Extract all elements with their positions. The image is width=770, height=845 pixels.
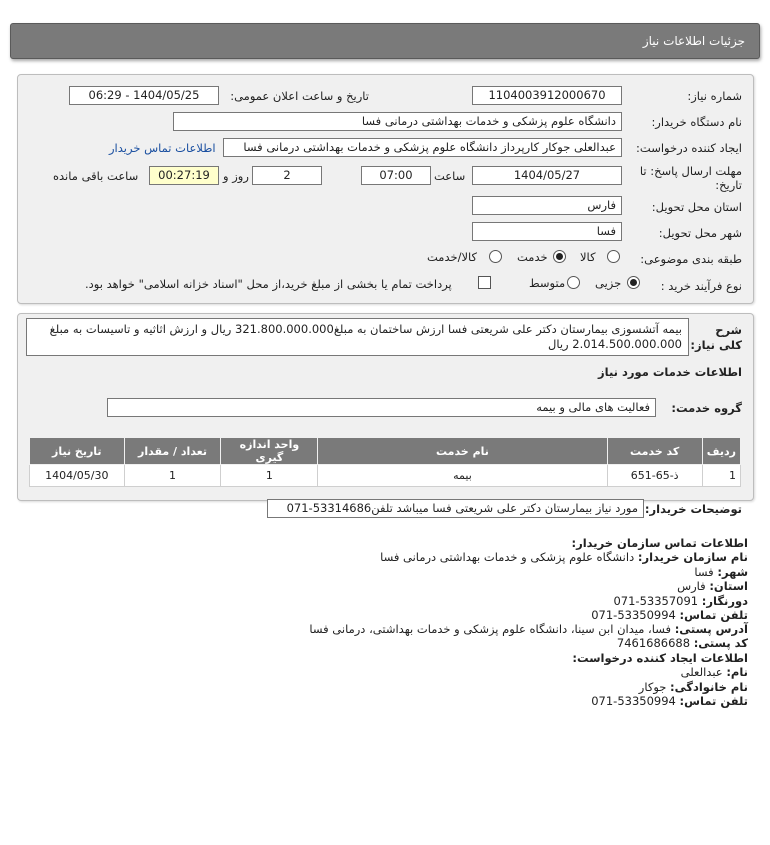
contact-fax: دورنگار: 53357091-071 [613,594,748,608]
buyer-contact-link[interactable]: اطلاعات تماس خریدار [109,141,216,155]
buyer-org-field: دانشگاه علوم پزشکی و خدمات بهداشتی درمانی فسا [173,112,622,131]
treasury-payment-checkbox[interactable] [478,276,491,289]
contact-province: استان: فارس [677,579,748,593]
category-option-goods: کالا [580,250,596,264]
need-number-label: شماره نیاز: [687,89,742,103]
deadline-label-line1: مهلت ارسال پاسخ: تا [639,164,742,178]
col-row: ردیف [702,438,740,465]
table-row [30,465,741,487]
announce-label: تاریخ و ساعت اعلان عمومی: [230,89,369,103]
buyer-notes-label: توضیحات خریدار: [644,502,742,516]
province-field: فارس [472,196,622,215]
creator-field: عبدالعلی جوکار کارپرداز دانشگاه علوم پزشکی و خدمات بهداشتی درمانی فسا [223,138,622,157]
contact-address: آدرس پستی: فسا، میدان ابن سینا، دانشگاه علوم پزشکی و خدمات بهداشتی، درمانی فسا [309,622,748,636]
creator-phone: تلفن تماس: 53350994-071 [591,694,748,708]
creator-info-title: اطلاعات ایجاد کننده درخواست: [572,651,748,665]
cell-row: 1 [702,465,740,487]
services-table-header [30,438,741,465]
col-service-name: نام خدمت [318,438,607,465]
remaining-label: ساعت باقی مانده [53,169,139,183]
contact-city: شهر: فسا [694,565,748,579]
service-group-label: گروه خدمت: [671,401,742,415]
services-table [29,437,741,487]
creator-name: نام: عبدالعلی [680,665,748,679]
deadline-date-field: 1404/05/27 [472,166,622,185]
category-option-service: خدمت [517,250,548,264]
col-unit: واحد اندازه گیری [221,438,318,465]
category-option-goods-service: کالا/خدمت [427,250,478,264]
contact-postal: کد پستی: 7461686688 [616,636,748,650]
description-text: بیمه آتشسوزی بیمارستان دکتر علی شریعتی فسا ارزش ساختمان به مبلغ321.800.000.000 ریال و ارزش اثاثیه و تاسیسات به مبلغ 2.014.500.000.000 ریال [26,318,689,356]
process-option-minor: جزیی [595,276,622,290]
buyer-notes-field: مورد نیاز بیمارستان دکتر علی شریعتی فسا میباشد تلفن53314686-071 [267,499,644,518]
buyer-org-label: نام دستگاه خریدار: [651,115,742,129]
time-label: ساعت [434,169,466,183]
deadline-label-line2: تاریخ: [715,178,742,192]
creator-family: نام خانوادگی: جوکار [638,680,748,694]
deadline-time-field: 07:00 [361,166,431,185]
announce-field: 1404/05/25 - 06:29 [69,86,219,105]
cell-service-name: بیمه [318,465,607,487]
province-label: استان محل تحویل: [651,200,742,214]
col-quantity: تعداد / مقدار [124,438,221,465]
city-label: شهر محل تحویل: [658,226,742,240]
category-radio-service[interactable] [553,250,566,263]
days-field: 2 [252,166,322,185]
contact-title: اطلاعات تماس سازمان خریدار: [571,536,748,550]
process-label: نوع فرآیند خرید : [660,279,742,293]
contact-phone: تلفن تماس: 53350994-071 [591,608,748,622]
category-label: طبقه بندی موضوعی: [640,252,742,266]
need-number-field: 1104003912000670 [472,86,622,105]
col-need-date: تاریخ نیاز [30,438,125,465]
description-label: شرح کلی نیاز: [690,323,742,352]
services-section-title: اطلاعات خدمات مورد نیاز [598,365,742,379]
days-label: روز و [223,169,249,183]
remaining-time-field: 00:27:19 [149,166,219,185]
city-field: فسا [472,222,622,241]
creator-label: ایجاد کننده درخواست: [636,141,742,155]
category-radio-goods-service[interactable] [489,250,502,263]
category-radio-goods[interactable] [607,250,620,263]
cell-need-date: 1404/05/30 [30,465,125,487]
cell-quantity: 1 [124,465,221,487]
col-service-code: کد خدمت [607,438,702,465]
contact-org: نام سازمان خریدار: دانشگاه علوم پزشکی و خدمات بهداشتی درمانی فسا [380,550,748,564]
process-radio-medium[interactable] [567,276,580,289]
payment-note: پرداخت تمام یا بخشی از مبلغ خرید،از محل "اسناد خزانه اسلامی" خواهد بود. [85,277,452,291]
page-title: جزئیات اطلاعات نیاز [642,34,745,48]
page-header [10,23,760,59]
service-group-field: فعالیت های مالی و بیمه [107,398,656,417]
cell-service-code: ذ-65-651 [607,465,702,487]
process-option-medium: متوسط [529,276,566,290]
need-details-panel [17,74,754,304]
cell-unit: 1 [221,465,318,487]
process-radio-minor[interactable] [627,276,640,289]
